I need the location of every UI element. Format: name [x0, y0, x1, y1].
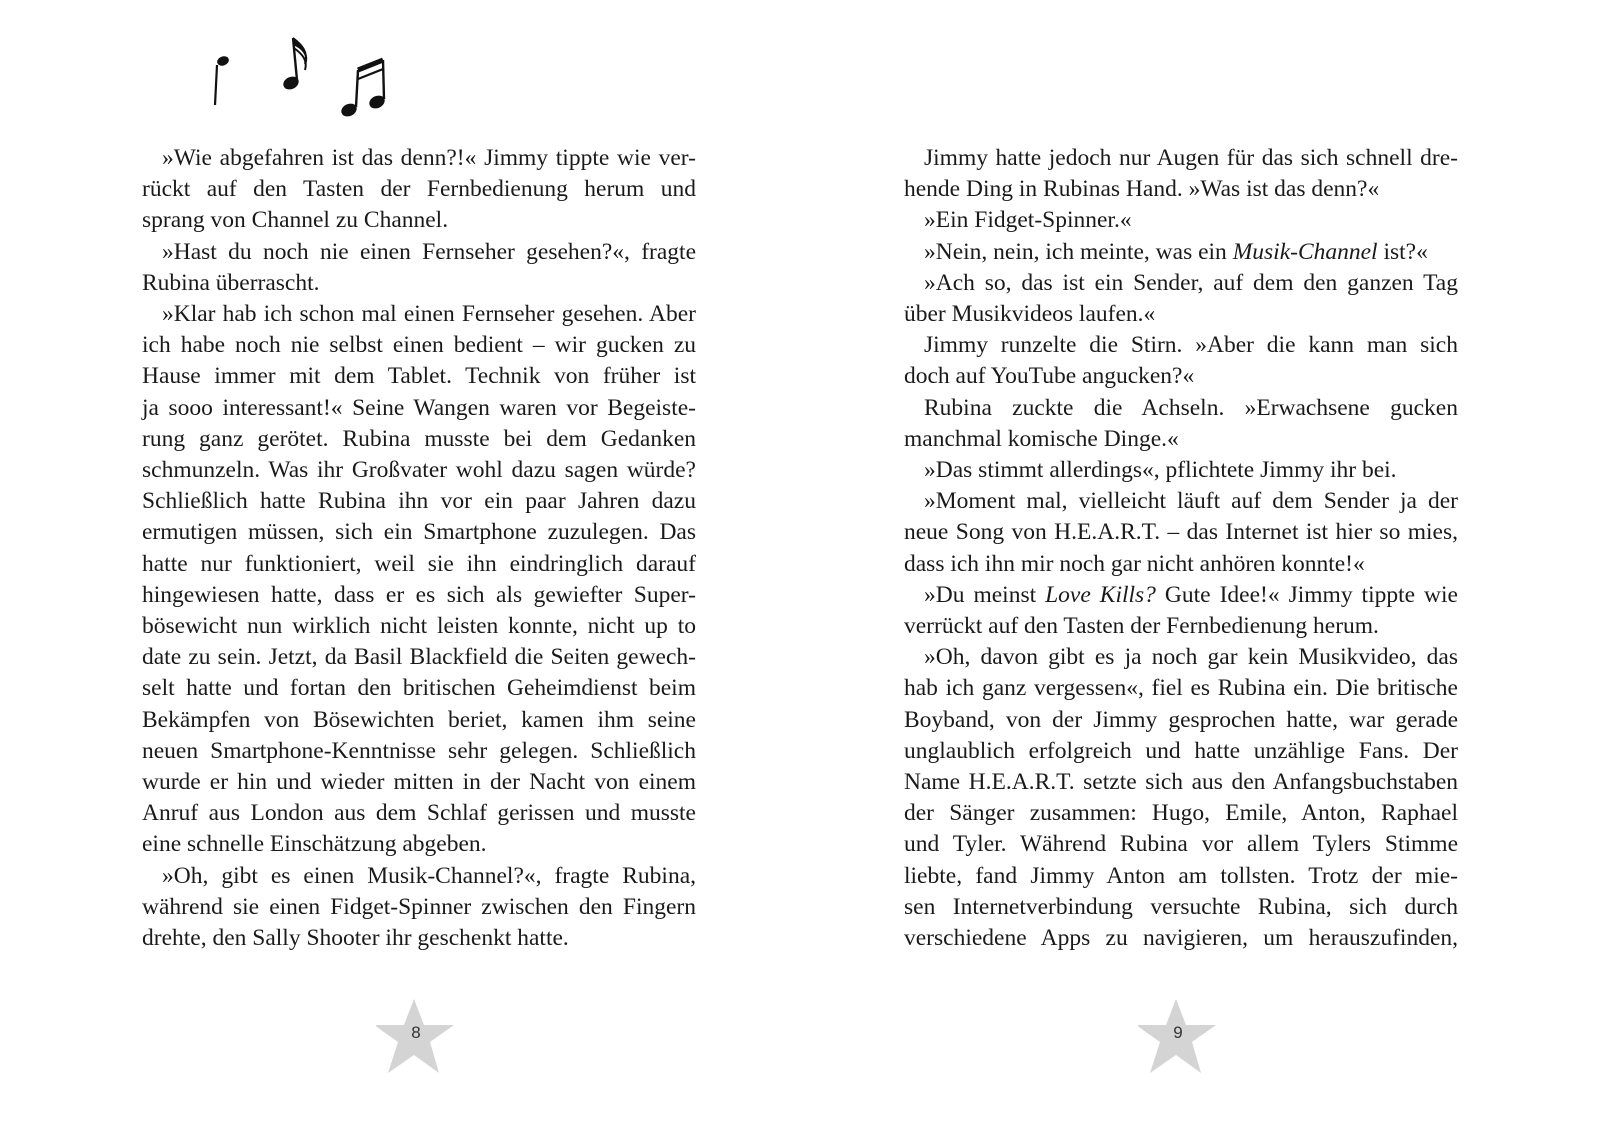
text-line: rung ganz gerötet. Rubina musste bei dem Gedanken — [142, 425, 696, 452]
text-line: Jimmy hatte jedoch nur Augen für das sich schnell dre- — [924, 145, 1458, 171]
text-line: Anruf aus London aus dem Schlaf gerissen und musste — [142, 800, 696, 827]
text-line: sen Internetverbindung versuchte Rubina, sich durch — [904, 893, 1458, 920]
paragraph — [884, 642, 1458, 954]
text-line: neuen Smartphone-Kenntnisse sehr gelegen. Schließlich — [142, 737, 696, 764]
italic-title: Musik-Channel — [1232, 238, 1378, 265]
text-line: wurde er hin und wieder mitten in der Nacht von einem — [142, 769, 696, 796]
text-line: und Tyler. Während Rubina vor allem Tylers Stimme — [904, 831, 1458, 858]
text-line: während sie einen Fidget-Spinner zwischen den Fingern — [142, 893, 696, 920]
text-line: Rubina überrascht. — [142, 269, 320, 296]
text-line — [884, 611, 1458, 642]
text-line — [884, 580, 1458, 611]
text-line: »Moment mal, vielleicht läuft auf dem Sender ja der — [924, 488, 1458, 515]
music-notes-icon — [205, 30, 405, 120]
text-line: »Ach so, das ist ein Sender, auf dem den ganzen Tag — [924, 269, 1458, 296]
page-number: 8 — [411, 1023, 421, 1042]
text-line: »Oh, davon gibt es ja noch gar kein Musikvideo, das — [924, 644, 1458, 671]
paragraph — [122, 237, 696, 299]
right-page — [800, 0, 1600, 1131]
text-line: rückt auf den Tasten der Fernbedienung herum und — [142, 176, 696, 203]
text-line: manchmal komische Dinge.« — [904, 425, 1179, 452]
paragraph — [122, 143, 696, 237]
text-segment: Gute Idee!« Jimmy tippte wie — [1155, 581, 1458, 608]
text-line: hingewiesen hatte, dass er es sich als gewiefter Super- — [142, 581, 696, 608]
paragraph — [884, 486, 1458, 580]
text-line: Rubina zuckte die Achseln. »Erwachsene gucken — [924, 394, 1458, 421]
text-segment: »Du meinst — [924, 581, 1046, 608]
paragraph — [884, 455, 1458, 486]
text-line: Name H.E.A.R.T. setzte sich aus den Anfangsbuchstaben — [904, 769, 1458, 796]
text-line: Schließlich hatte Rubina ihn vor ein paar Jahren dazu — [142, 488, 696, 515]
text-line: ermutigen müssen, sich ein Smartphone zuzulegen. Das — [142, 519, 696, 546]
text-line — [884, 237, 1458, 268]
text-line: hatte nur funktioniert, weil sie ihn eindringlich darauf — [142, 550, 696, 577]
text-line: Bekämpfen von Bösewichten beriet, kamen ihm seine — [142, 706, 696, 733]
text-line: »Hast du noch nie einen Fernseher gesehen?«, fragte — [162, 238, 696, 265]
text-line: »Klar hab ich schon mal einen Fernseher gesehen. Aber — [162, 301, 696, 328]
text-line: hende Ding in Rubinas Hand. »Was ist das denn?« — [904, 176, 1380, 203]
text-line: »Ein Fidget-Spinner.« — [924, 207, 1132, 234]
text-line: sprang von Channel zu Channel. — [142, 207, 449, 234]
text-line: dass ich ihn mir noch gar nicht anhören konnte!« — [904, 550, 1365, 577]
paragraph — [884, 393, 1458, 455]
text-line: selt hatte und fortan den britischen Geheimdienst beim — [142, 675, 696, 702]
text-line: Hause immer mit dem Tablet. Technik von früher ist — [142, 363, 696, 390]
left-page-text — [122, 143, 696, 954]
text-line: Jimmy runzelte die Stirn. »Aber die kann man sich — [924, 332, 1458, 359]
text-line: der Sänger zusammen: Hugo, Emile, Anton, Raphael — [904, 800, 1458, 827]
text-line: neue Song von H.E.A.R.T. – das Internet ist hier so mies, — [904, 519, 1458, 546]
text-line: schmunzeln. Was ihr Großvater wohl dazu sagen würde? — [142, 457, 696, 484]
text-line: über Musikvideos laufen.« — [904, 301, 1156, 328]
text-line: »Das stimmt allerdings«, pflichtete Jimmy ihr bei. — [924, 457, 1397, 484]
text-line: bösewicht nun wirklich nicht leisten konnte, nicht up to — [142, 613, 696, 640]
paragraph — [884, 237, 1458, 268]
text-line: doch auf YouTube angucken?« — [904, 363, 1195, 390]
paragraph — [122, 299, 696, 861]
text-line: unglaublich erfolgreich und hatte unzählige Fans. Der — [904, 737, 1458, 764]
page-number-badge — [376, 997, 456, 1077]
paragraph — [122, 861, 696, 955]
paragraph — [884, 268, 1458, 330]
text-line: ja sooo interessant!« Seine Wangen waren vor Begeiste- — [142, 394, 696, 421]
text-segment: ist?« — [1377, 238, 1428, 265]
text-line: verschiedene Apps zu navigieren, um herauszufinden, — [904, 925, 1458, 952]
paragraph — [884, 143, 1458, 205]
text-segment: »Nein, nein, ich meinte, was ein — [924, 238, 1233, 265]
text-line: hab ich ganz vergessen«, fiel es Rubina ein. Die britische — [904, 675, 1458, 702]
text-line: Boyband, von der Jimmy gesprochen hatte, war gerade — [904, 706, 1458, 733]
right-page-text — [884, 143, 1458, 954]
text-line: liebte, fand Jimmy Anton am tollsten. Trotz der mie- — [904, 862, 1458, 889]
page-number-badge — [1138, 997, 1218, 1077]
text-line: »Wie abgefahren ist das denn?!« Jimmy tippte wie ver- — [162, 145, 696, 171]
text-line: drehte, den Sally Shooter ihr geschenkt hatte. — [142, 925, 569, 952]
paragraph — [884, 330, 1458, 392]
italic-title: Love Kills? — [1045, 581, 1156, 608]
text-line: date zu sein. Jetzt, da Basil Blackfield die Seiten gewech- — [142, 644, 696, 671]
text-line: eine schnelle Einschätzung abgeben. — [142, 831, 487, 858]
paragraph — [884, 205, 1458, 236]
text-segment: verrückt auf den Tasten der Fernbedienung herum. — [904, 613, 1379, 640]
page-number: 9 — [1173, 1023, 1183, 1042]
text-line: »Oh, gibt es einen Musik-Channel?«, fragte Rubina, — [162, 862, 696, 889]
paragraph — [884, 580, 1458, 642]
text-line: ich habe noch nie selbst einen bedient – wir gucken zu — [142, 332, 696, 359]
